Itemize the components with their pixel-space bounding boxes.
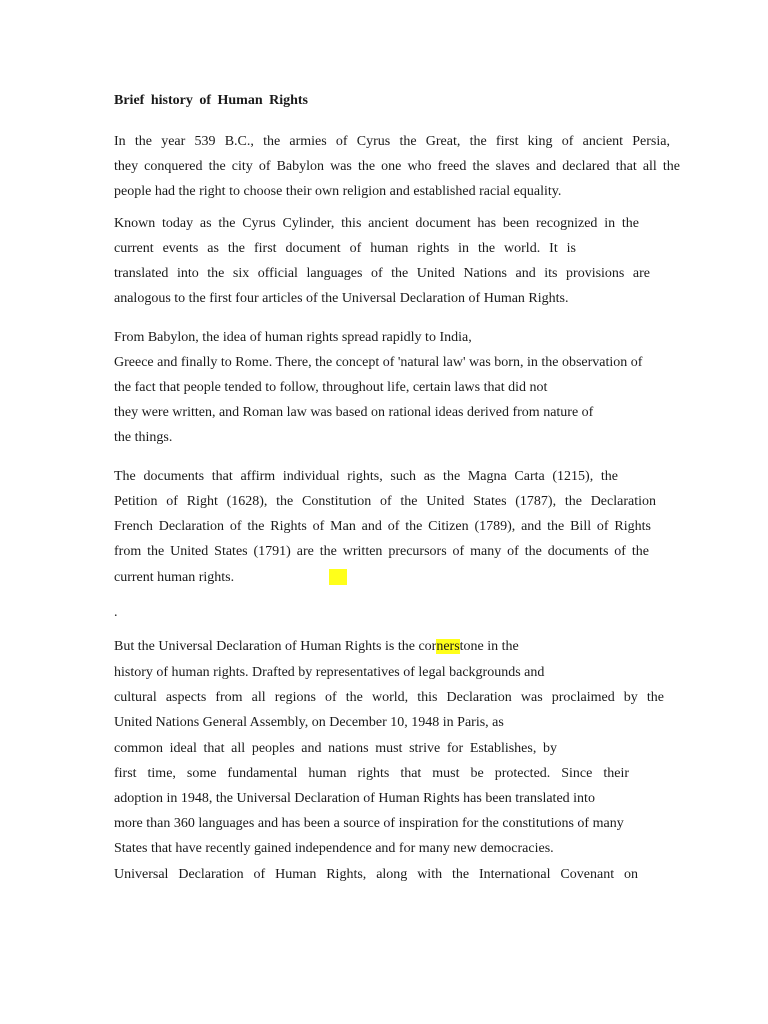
p3-line-3: the fact that people tended to follow, throughout life, certain laws that did not	[114, 380, 548, 395]
p5-line-1	[114, 638, 519, 656]
p5-line-1-pre: But the Universal Declaration of Human Rights is the cor	[114, 639, 437, 654]
p2-line-3: translated into the six official languages of the United Nations and its provisions are	[114, 266, 650, 281]
p3-line-4: they were written, and Roman law was based on rational ideas derived from nature of	[114, 405, 594, 420]
p5-line-7: adoption in 1948, the Universal Declaration of Human Rights has been translated into	[114, 791, 595, 806]
p4-line-1: The documents that affirm individual rights, such as the Magna Carta (1215), the	[114, 469, 618, 484]
p5-line-3: cultural aspects from all regions of the world, this Declaration was proclaimed by the	[114, 690, 664, 705]
p3-line-2: Greece and finally to Rome. There, the concept of 'natural law' was born, in the observation of	[114, 355, 643, 370]
p5-line-1-post: tone in the	[459, 639, 519, 654]
p5-line-4: United Nations General Assembly, on December 10, 1948 in Paris, as	[114, 715, 504, 730]
p5-line-5: common ideal that all peoples and nations must strive for Establishes, by	[114, 741, 557, 756]
p5-line-9: States that have recently gained independence and for many new democracies.	[114, 841, 554, 856]
p4-line-2: Petition of Right (1628), the Constitution of the United States (1787), the Declaration	[114, 494, 656, 509]
stray-dot: .	[114, 605, 118, 620]
p1-line-3: people had the right to choose their own religion and established racial equality.	[114, 184, 562, 199]
p2-line-4: analogous to the first four articles of the Universal Declaration of Human Rights.	[114, 291, 569, 306]
p1-line-1: In the year 539 B.C., the armies of Cyrus the Great, the first king of ancient Persia,	[114, 134, 670, 149]
p3-line-1: From Babylon, the idea of human rights spread rapidly to India,	[114, 330, 472, 345]
p1-line-2: they conquered the city of Babylon was the one who freed the slaves and declared that all the	[114, 159, 680, 174]
p4-line-3: French Declaration of the Rights of Man and of the Citizen (1789), and the Bill of Rights	[114, 519, 651, 534]
p5-line-2: history of human rights. Drafted by representatives of legal backgrounds and	[114, 665, 545, 680]
p2-line-2: current events as the first document of human rights in the world. It is	[114, 241, 576, 256]
p5-line-6: first time, some fundamental human rights that must be protected. Since their	[114, 766, 629, 781]
p4-line-4: from the United States (1791) are the written precursors of many of the documents of the	[114, 544, 649, 559]
p5-line-10: Universal Declaration of Human Rights, along with the International Covenant on	[114, 867, 638, 882]
document-title: Brief history of Human Rights	[114, 93, 308, 108]
p5-line-8: more than 360 languages and has been a source of inspiration for the constitutions of many	[114, 816, 624, 831]
highlighted-text: ners	[436, 639, 460, 654]
highlight-mark	[329, 569, 347, 585]
p3-line-5: the things.	[114, 430, 173, 445]
p4-line-5: current human rights.	[114, 570, 235, 585]
p2-line-1: Known today as the Cyrus Cylinder, this ancient document has been recognized in the	[114, 216, 639, 231]
